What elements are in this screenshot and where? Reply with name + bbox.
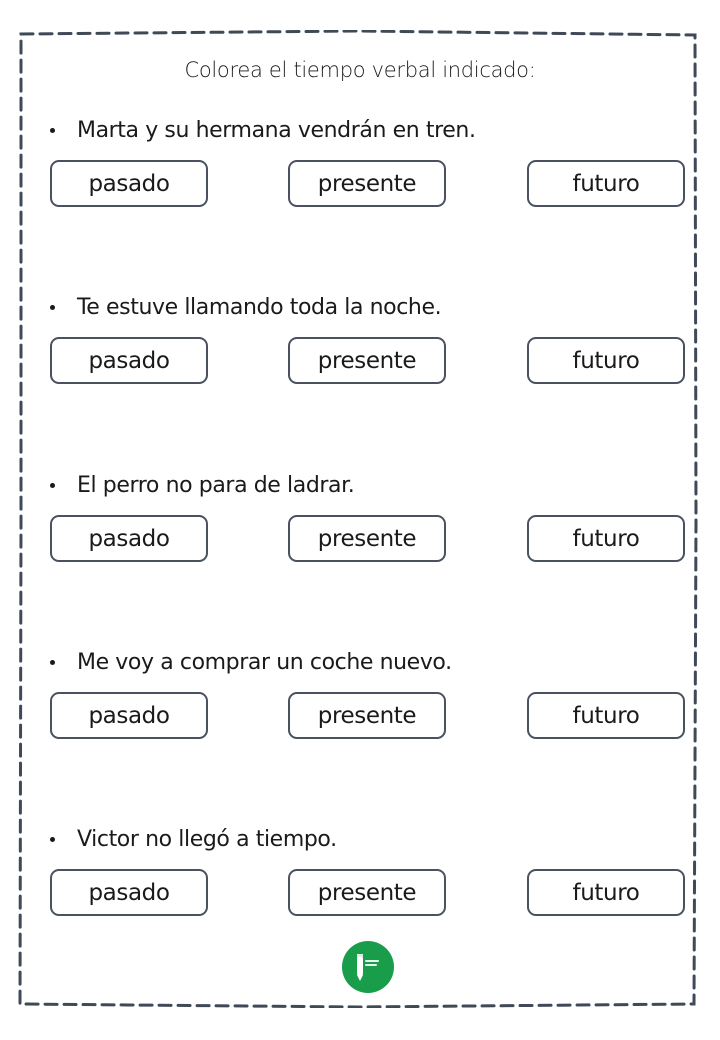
sentence-text: Marta y su hermana vendrán en tren. <box>77 117 476 143</box>
exercise-4 <box>0 647 720 767</box>
bullet-icon <box>50 483 55 488</box>
sentence-text: Te estuve llamando toda la noche. <box>77 294 442 320</box>
exercise-5 <box>0 824 720 944</box>
pencil-logo-icon <box>342 941 394 993</box>
option-past-box[interactable]: pasado <box>50 337 208 384</box>
sentence-row <box>48 824 337 854</box>
sentence-row <box>48 292 441 322</box>
option-future-box[interactable]: futuro <box>527 160 685 207</box>
option-present-box[interactable]: presente <box>288 160 446 207</box>
sentence-row <box>48 470 354 500</box>
option-future-box[interactable]: futuro <box>527 515 685 562</box>
option-future-box[interactable]: futuro <box>527 337 685 384</box>
option-present-box[interactable]: presente <box>288 337 446 384</box>
option-future-box[interactable]: futuro <box>527 869 685 916</box>
exercise-1 <box>0 115 720 235</box>
bullet-icon <box>50 837 55 842</box>
option-past-box[interactable]: pasado <box>50 869 208 916</box>
bullet-icon <box>50 660 55 665</box>
option-past-box[interactable]: pasado <box>50 160 208 207</box>
sentence-text: Me voy a comprar un coche nuevo. <box>77 649 452 675</box>
sentence-text: Victor no llegó a tiempo. <box>77 826 337 852</box>
option-present-box[interactable]: presente <box>288 515 446 562</box>
option-past-box[interactable]: pasado <box>50 692 208 739</box>
exercise-3 <box>0 470 720 590</box>
page-title: Colorea el tiempo verbal indicado: <box>184 58 536 82</box>
option-past-box[interactable]: pasado <box>50 515 208 562</box>
exercise-2 <box>0 292 720 412</box>
bullet-icon <box>50 128 55 133</box>
sentence-text: El perro no para de ladrar. <box>77 472 355 498</box>
option-present-box[interactable]: presente <box>288 869 446 916</box>
sentence-row <box>48 115 476 145</box>
bullet-icon <box>50 305 55 310</box>
option-present-box[interactable]: presente <box>288 692 446 739</box>
sentence-row <box>48 647 452 677</box>
option-future-box[interactable]: futuro <box>527 692 685 739</box>
